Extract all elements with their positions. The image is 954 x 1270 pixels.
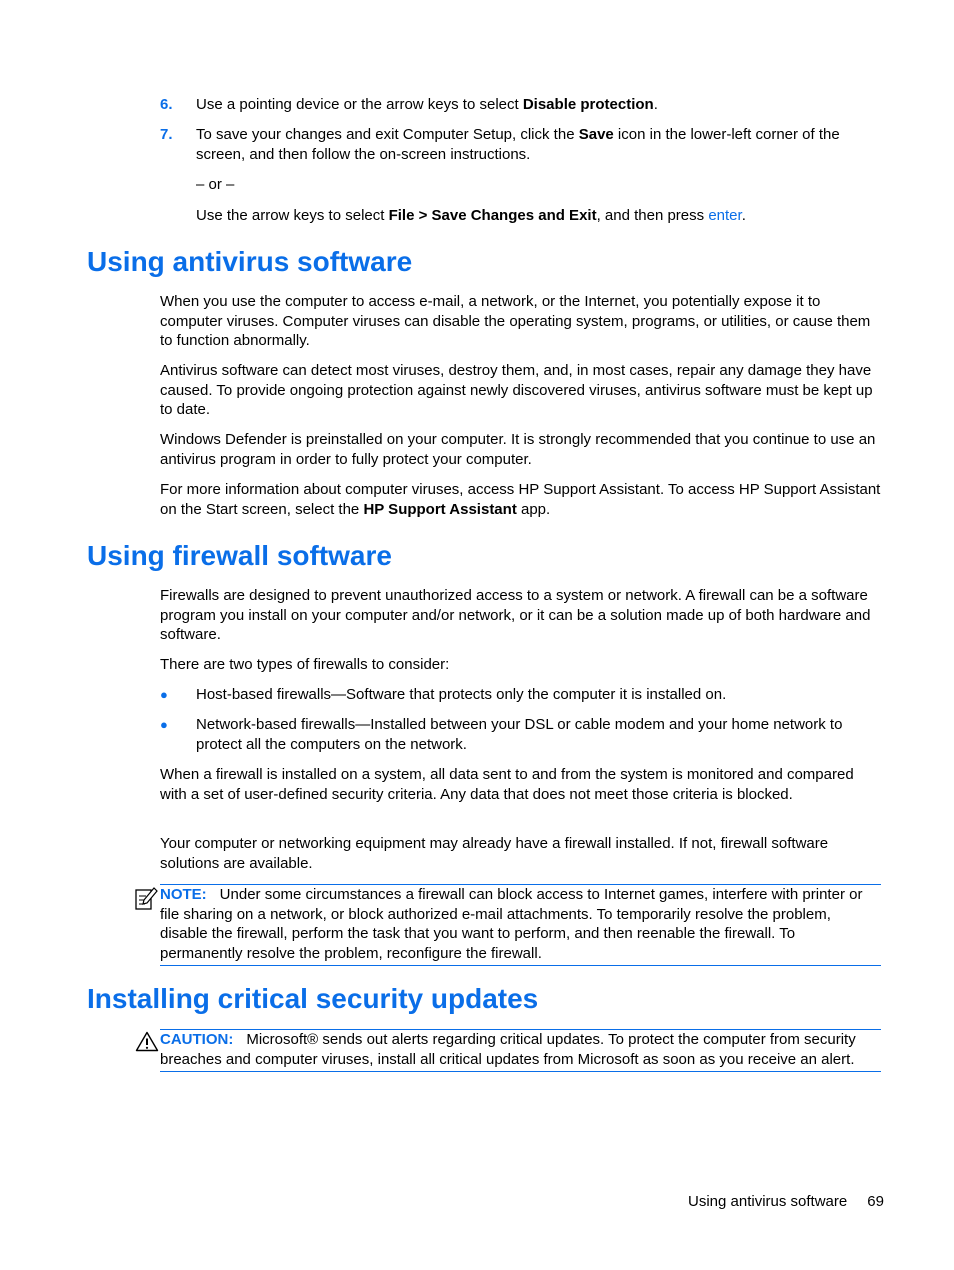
firewall-paragraph-2: There are two types of firewalls to consider: bbox=[160, 656, 450, 673]
step-bold: Save bbox=[578, 126, 614, 143]
footer-section-title: Using antivirus software bbox=[688, 1193, 848, 1210]
heading-firewall: Using firewall software bbox=[87, 540, 392, 571]
step-text-end: icon in the lower-left corner of the screen, and then follow the on-screen instructions. bbox=[196, 126, 840, 163]
antivirus-paragraph-1: When you use the computer to access e-mail, a network, or the Internet, you potentially expose it to computer viruses. Computer viruses can disable the operating system, programs, or utilities, or cause them to function abnormally. bbox=[160, 293, 871, 349]
note-text: Under some circumstances a firewall can block access to Internet games, interfere with printer or file sharing on a network, or block authorized e-mail attachments. To temporarily resolve the problem, disable the firewall, perform the task that you want to perform, and then reenable the firewall. To permanently resolve the problem, reconfigure the firewall. bbox=[160, 886, 863, 962]
bullet-dot-icon: ● bbox=[160, 687, 168, 702]
page-footer bbox=[688, 1192, 884, 1212]
alt-step: Use the arrow keys to select File > Save Changes and Exit, and then press enter. bbox=[196, 207, 746, 224]
note-pencil-icon bbox=[134, 885, 158, 911]
step-text-end: . bbox=[653, 96, 658, 113]
note-label: NOTE: bbox=[160, 886, 207, 903]
step-text: Use a pointing device or the arrow keys to select bbox=[196, 96, 523, 113]
page-number: 69 bbox=[867, 1193, 884, 1210]
step-7 bbox=[160, 125, 882, 165]
warning-triangle-icon bbox=[135, 1031, 159, 1052]
firewall-paragraph-3: When a firewall is installed on a system, all data sent to and from the system is monitored and compared with a set of user-defined security criteria. Any data that does not meet those criteria is blocked. bbox=[160, 766, 854, 803]
step-6 bbox=[160, 95, 882, 115]
firewall-paragraph-1: Firewalls are designed to prevent unauthorized access to a system or network. A firewall can be a software program you install on your computer and/or network, or it can be a solution made up of both hardware and software. bbox=[160, 587, 871, 643]
enter-key-link[interactable]: enter bbox=[708, 207, 742, 224]
heading-security-updates: Installing critical security updates bbox=[87, 983, 539, 1014]
caution-callout bbox=[160, 1029, 881, 1072]
step-number: 6. bbox=[160, 96, 173, 113]
list-item: ● Network-based firewalls—Installed between your DSL or cable modem and your home network to protect all the computers on the network. bbox=[160, 716, 843, 753]
list-item: ● Host-based firewalls—Software that protects only the computer it is installed on. bbox=[160, 686, 727, 703]
firewall-paragraph-4: Your computer or networking equipment may already have a firewall installed. If not, firewall software solutions are available. bbox=[160, 835, 829, 872]
antivirus-paragraph-4: For more information about computer viruses, access HP Support Assistant. To access HP Support Assistant on the Start screen, select the HP Support Assistant app. bbox=[160, 481, 881, 518]
step-number: 7. bbox=[160, 126, 173, 143]
heading-antivirus: Using antivirus software bbox=[87, 246, 413, 277]
or-separator: – or – bbox=[196, 176, 235, 193]
step-bold: Disable protection bbox=[522, 96, 654, 113]
antivirus-paragraph-3: Windows Defender is preinstalled on your computer. It is strongly recommended that you continue to use an antivirus program in order to fully protect your computer. bbox=[160, 431, 876, 468]
note-callout bbox=[160, 884, 881, 966]
antivirus-paragraph-2: Antivirus software can detect most viruses, destroy them, and, in most cases, repair any damage they have caused. To provide ongoing protection against newly discovered viruses, antivirus software must be kept up to date. bbox=[160, 362, 873, 418]
caution-label: CAUTION: bbox=[160, 1031, 234, 1048]
step-text: To save your changes and exit Computer Setup, click the bbox=[196, 126, 579, 143]
bullet-dot-icon: ● bbox=[160, 717, 168, 732]
caution-text: Microsoft® sends out alerts regarding critical updates. To protect the computer from security breaches and computer viruses, install all critical updates from Microsoft as soon as you receive an alert. bbox=[160, 1031, 856, 1068]
